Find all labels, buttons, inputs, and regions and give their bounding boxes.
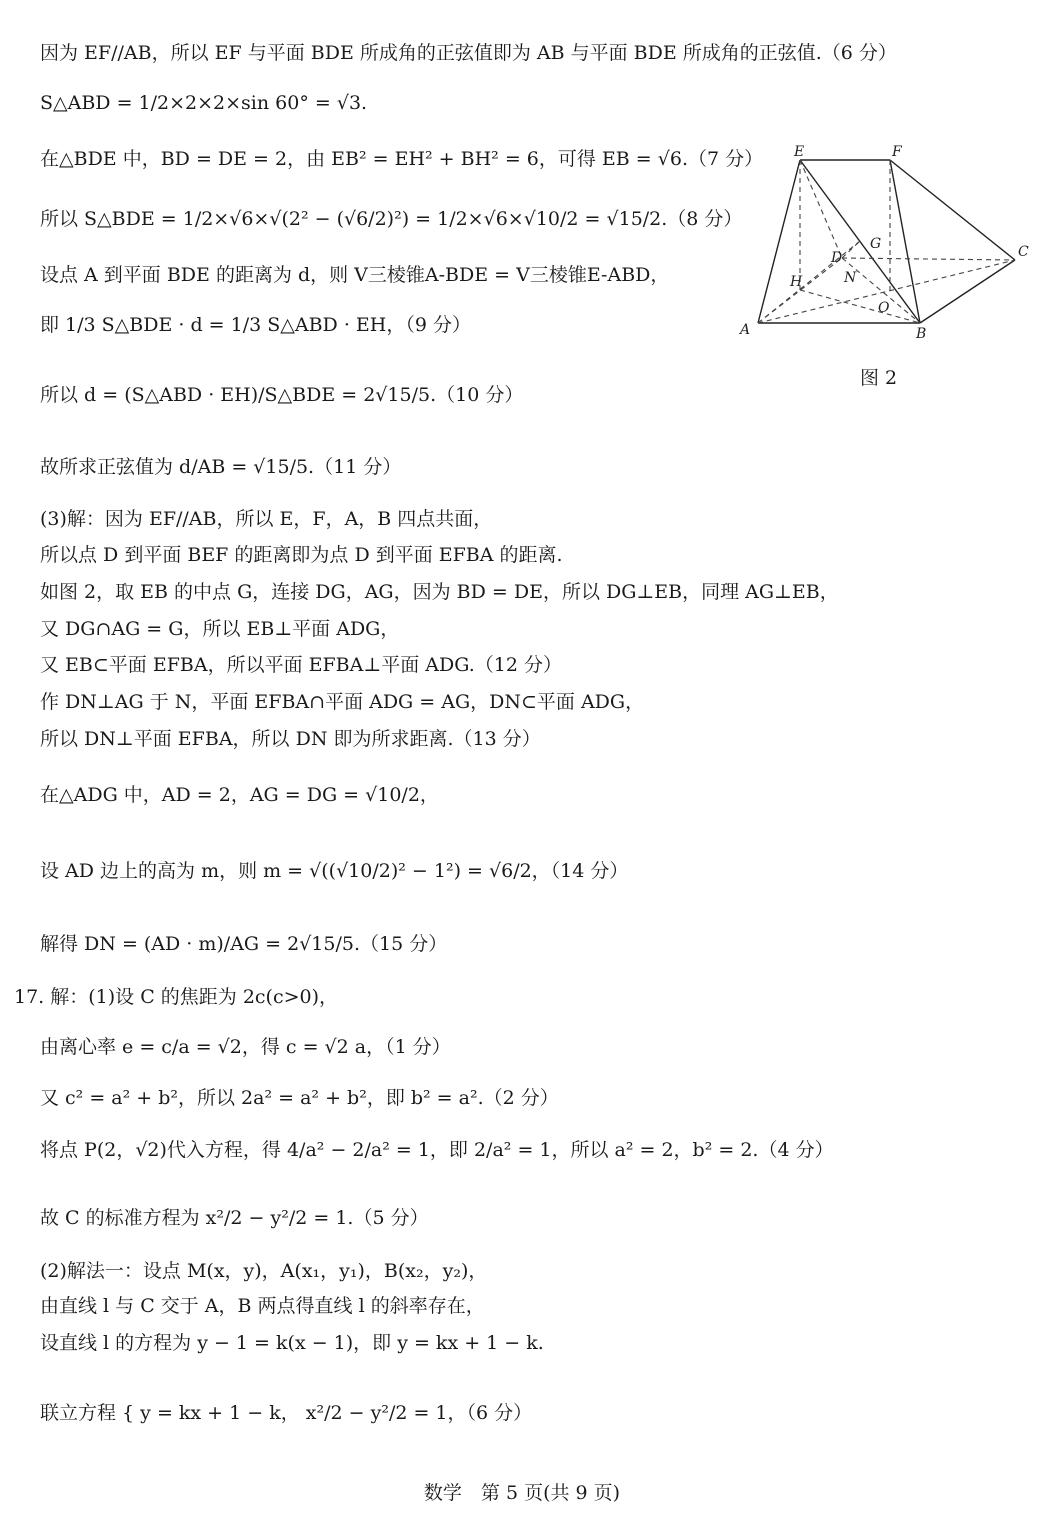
geometry-figure [730, 140, 1040, 340]
label-C: C [1018, 244, 1029, 260]
figure-caption: 图 2 [860, 367, 898, 389]
text-line: 作 DN⊥AG 于 N，平面 EFBA∩平面 ADG = AG，DN⊂平面 ADG， [40, 691, 645, 713]
edge-HB [800, 290, 920, 323]
text-line: 又 DG∩AG = G，所以 EB⊥平面 ADG， [40, 618, 400, 640]
edge-BC [920, 260, 1015, 323]
page-footer: 数学 第 5 页(共 9 页) [423, 1482, 621, 1504]
text-line: 解得 DN = (AD · m)/AG = 2√15/5.（15 分） [40, 933, 448, 955]
edge-FC [890, 160, 1015, 260]
text-line: 在△ADG 中，AD = 2，AG = DG = √10/2， [40, 784, 439, 806]
text-line: 联立方程 { y = kx + 1 − k， x²/2 − y²/2 = 1，（6 分） [40, 1402, 533, 1424]
text-line: 设直线 l 的方程为 y − 1 = k(x − 1)，即 y = kx + 1 − k. [40, 1332, 544, 1354]
text-line: 将点 P(2，√2)代入方程，得 4/a² − 2/a² = 1，即 2/a² = 1，所以 a² = 2，b² = 2.（4 分） [40, 1139, 834, 1161]
label-D: D [831, 250, 843, 266]
text-line: 故所求正弦值为 d/AB = √15/5.（11 分） [40, 456, 402, 478]
label-A: A [740, 322, 751, 338]
text-line: 所以 S△BDE = 1/2×√6×√(2² − (√6/2)²) = 1/2×√6×√10/2 = √15/2.（8 分） [40, 208, 743, 230]
text-line: 设点 A 到平面 BDE 的距离为 d，则 V三棱锥A-BDE = V三棱锥E-ABD， [40, 264, 670, 286]
text-line: 在△BDE 中，BD = DE = 2，由 EB² = EH² + BH² = 6，可得 EB = √6.（7 分） [40, 148, 764, 170]
text-line: 由离心率 e = c/a = √2，得 c = √2 a，（1 分） [40, 1036, 451, 1058]
label-O: O [878, 300, 890, 316]
text-line: 即 1/3 S△BDE · d = 1/3 S△ABD · EH，（9 分） [40, 314, 471, 336]
text-line: 所以点 D 到平面 BEF 的距离即为点 D 到平面 EFBA 的距离. [40, 544, 563, 566]
label-G: G [870, 236, 882, 252]
text-line: S△ABD = 1/2×2×2×sin 60° = √3. [40, 92, 368, 114]
text-line: 又 EB⊂平面 EFBA，所以平面 EFBA⊥平面 ADG.（12 分） [40, 654, 562, 676]
label-N: N [844, 270, 857, 286]
text-line: 如图 2，取 EB 的中点 G，连接 DG，AG，因为 BD = DE，所以 DG⊥EB，同理 AG⊥EB， [40, 581, 839, 603]
edge-DG [842, 241, 860, 258]
edge-FB [890, 160, 920, 323]
text-line: 设 AD 边上的高为 m，则 m = √((√10/2)² − 1²) = √6/2，（14 分） [40, 860, 629, 882]
edge-EA [758, 160, 800, 323]
text-line: 所以 d = (S△ABD · EH)/S△BDE = 2√15/5.（10 分） [40, 384, 524, 406]
text-line: 所以 DN⊥平面 EFBA，所以 DN 即为所求距离.（13 分） [40, 728, 541, 750]
text-line: (2)解法一：设点 M(x，y)，A(x₁，y₁)，B(x₂，y₂)， [40, 1260, 488, 1282]
text-line: 因为 EF//AB，所以 EF 与平面 BDE 所成角的正弦值即为 AB 与平面 BDE 所成角的正弦值.（6 分） [40, 42, 897, 64]
label-F: F [892, 144, 902, 160]
text-line: 故 C 的标准方程为 x²/2 − y²/2 = 1.（5 分） [40, 1207, 429, 1229]
label-E: E [794, 144, 805, 160]
text-line: (3)解：因为 EF//AB，所以 E，F，A，B 四点共面， [40, 508, 493, 530]
edge-DC [842, 258, 1015, 260]
text-line: 又 c² = a² + b²，所以 2a² = a² + b²，即 b² = a².（2 分） [40, 1087, 559, 1109]
label-B: B [916, 326, 927, 340]
question-heading: 17. 解：(1)设 C 的焦距为 2c(c>0)， [14, 986, 339, 1008]
label-H: H [790, 274, 803, 290]
text-line: 由直线 l 与 C 交于 A，B 两点得直线 l 的斜率存在， [40, 1295, 485, 1317]
